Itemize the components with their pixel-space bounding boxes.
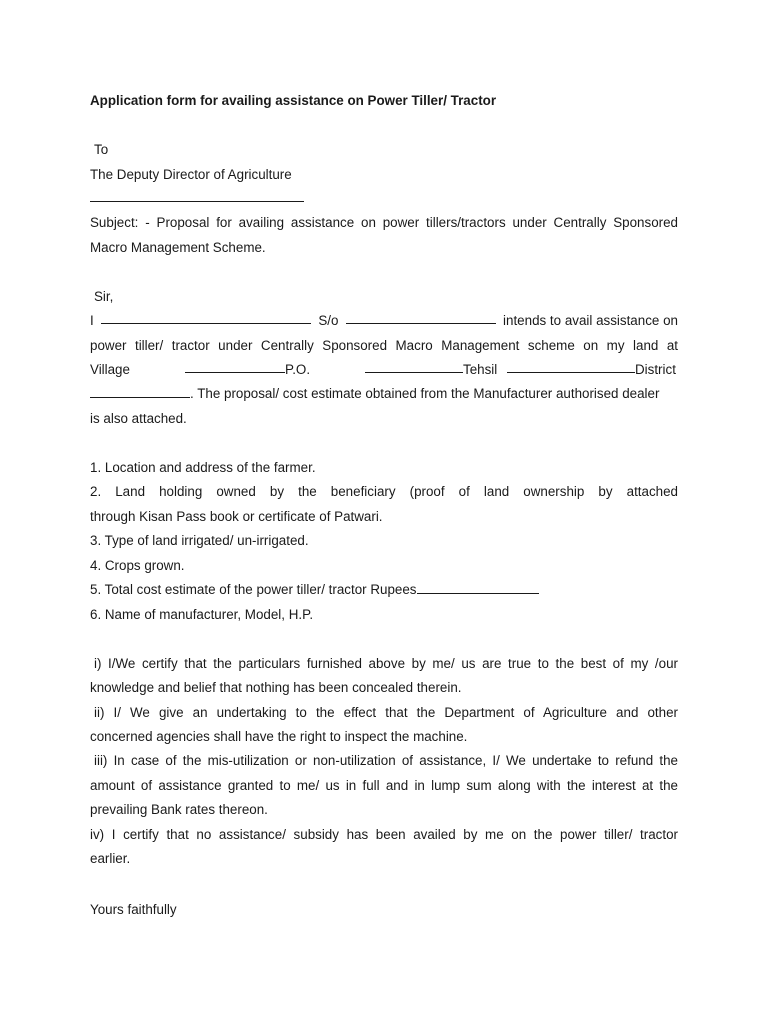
po-label: P.O. <box>285 362 311 377</box>
declaration-3-line-2: amount of assistance granted to me/ us in full and in lump sum along with the interest at the <box>90 778 678 793</box>
district-blank[interactable] <box>90 383 190 398</box>
body-line-4-text: . The proposal/ cost estimate obtained from the Manufacturer authorised dealer <box>190 386 660 401</box>
village-blank[interactable] <box>185 358 285 373</box>
declaration-3-line-1: iii) In case of the mis-utilization or non-utilization of assistance, I/ We undertake to refund the <box>94 753 678 768</box>
declaration-1-line-1: i) I/We certify that the particulars furnished above by me/ us are true to the best of my /our <box>94 656 678 671</box>
po-blank[interactable] <box>365 358 463 373</box>
to-label: To <box>94 142 109 157</box>
addressee-blank[interactable] <box>90 187 304 202</box>
item-1: 1. Location and address of the farmer. <box>90 460 316 475</box>
declaration-3-line-3: prevailing Bank rates thereon. <box>90 802 268 817</box>
item-6: 6. Name of manufacturer, Model, H.P. <box>90 607 314 622</box>
declaration-4-line-1: iv) I certify that no assistance/ subsidy has been availed by me on the power tiller/ tractor <box>90 827 678 842</box>
item-2-line-2: through Kisan Pass book or certificate of Patwari. <box>90 509 383 524</box>
addressee-blank-line <box>90 186 678 211</box>
district-label: District <box>635 362 676 377</box>
body-line-2: power tiller/ tractor under Centrally Sponsored Macro Management scheme on my land at <box>90 338 678 353</box>
applicant-name-blank[interactable] <box>101 309 311 324</box>
declaration-1-line-2: knowledge and belief that nothing has been concealed therein. <box>90 680 462 695</box>
salutation: Sir, <box>94 289 114 304</box>
village-label: Village <box>90 362 130 377</box>
body-line-4 <box>90 382 678 407</box>
declaration-4-line-2: earlier. <box>90 851 131 866</box>
declaration-2-line-1: ii) I/ We give an undertaking to the effect that the Department of Agriculture and other <box>94 705 678 720</box>
item-2-line-1: 2. Land holding owned by the beneficiary (proof of land ownership by attached <box>90 484 678 499</box>
item-5 <box>90 578 678 603</box>
closing: Yours faithfully <box>90 902 177 917</box>
subject-line-1: Subject: - Proposal for availing assistance on power tillers/tractors under Centrally Sponsored <box>90 215 678 230</box>
item-3: 3. Type of land irrigated/ un-irrigated. <box>90 533 309 548</box>
tehsil-blank[interactable] <box>507 358 635 373</box>
pronoun-i: I <box>90 313 94 328</box>
declaration-2-line-2: concerned agencies shall have the right to inspect the machine. <box>90 729 468 744</box>
addressee: The Deputy Director of Agriculture <box>90 167 292 182</box>
subject-line-2: Macro Management Scheme. <box>90 240 266 255</box>
body-line-1-end: intends to avail assistance on <box>503 313 678 328</box>
item-5-text: 5. Total cost estimate of the power tiller/ tractor Rupees <box>90 582 417 597</box>
body-line-5: is also attached. <box>90 411 187 426</box>
body-line-3 <box>90 358 678 383</box>
father-name-blank[interactable] <box>346 309 496 324</box>
item-4: 4. Crops grown. <box>90 558 185 573</box>
form-title: Application form for availing assistance on Power Tiller/ Tractor <box>90 93 497 108</box>
body-line-1 <box>90 309 678 334</box>
tehsil-label: Tehsil <box>463 362 498 377</box>
son-of-label: S/o <box>318 313 339 328</box>
cost-estimate-blank[interactable] <box>417 579 539 594</box>
